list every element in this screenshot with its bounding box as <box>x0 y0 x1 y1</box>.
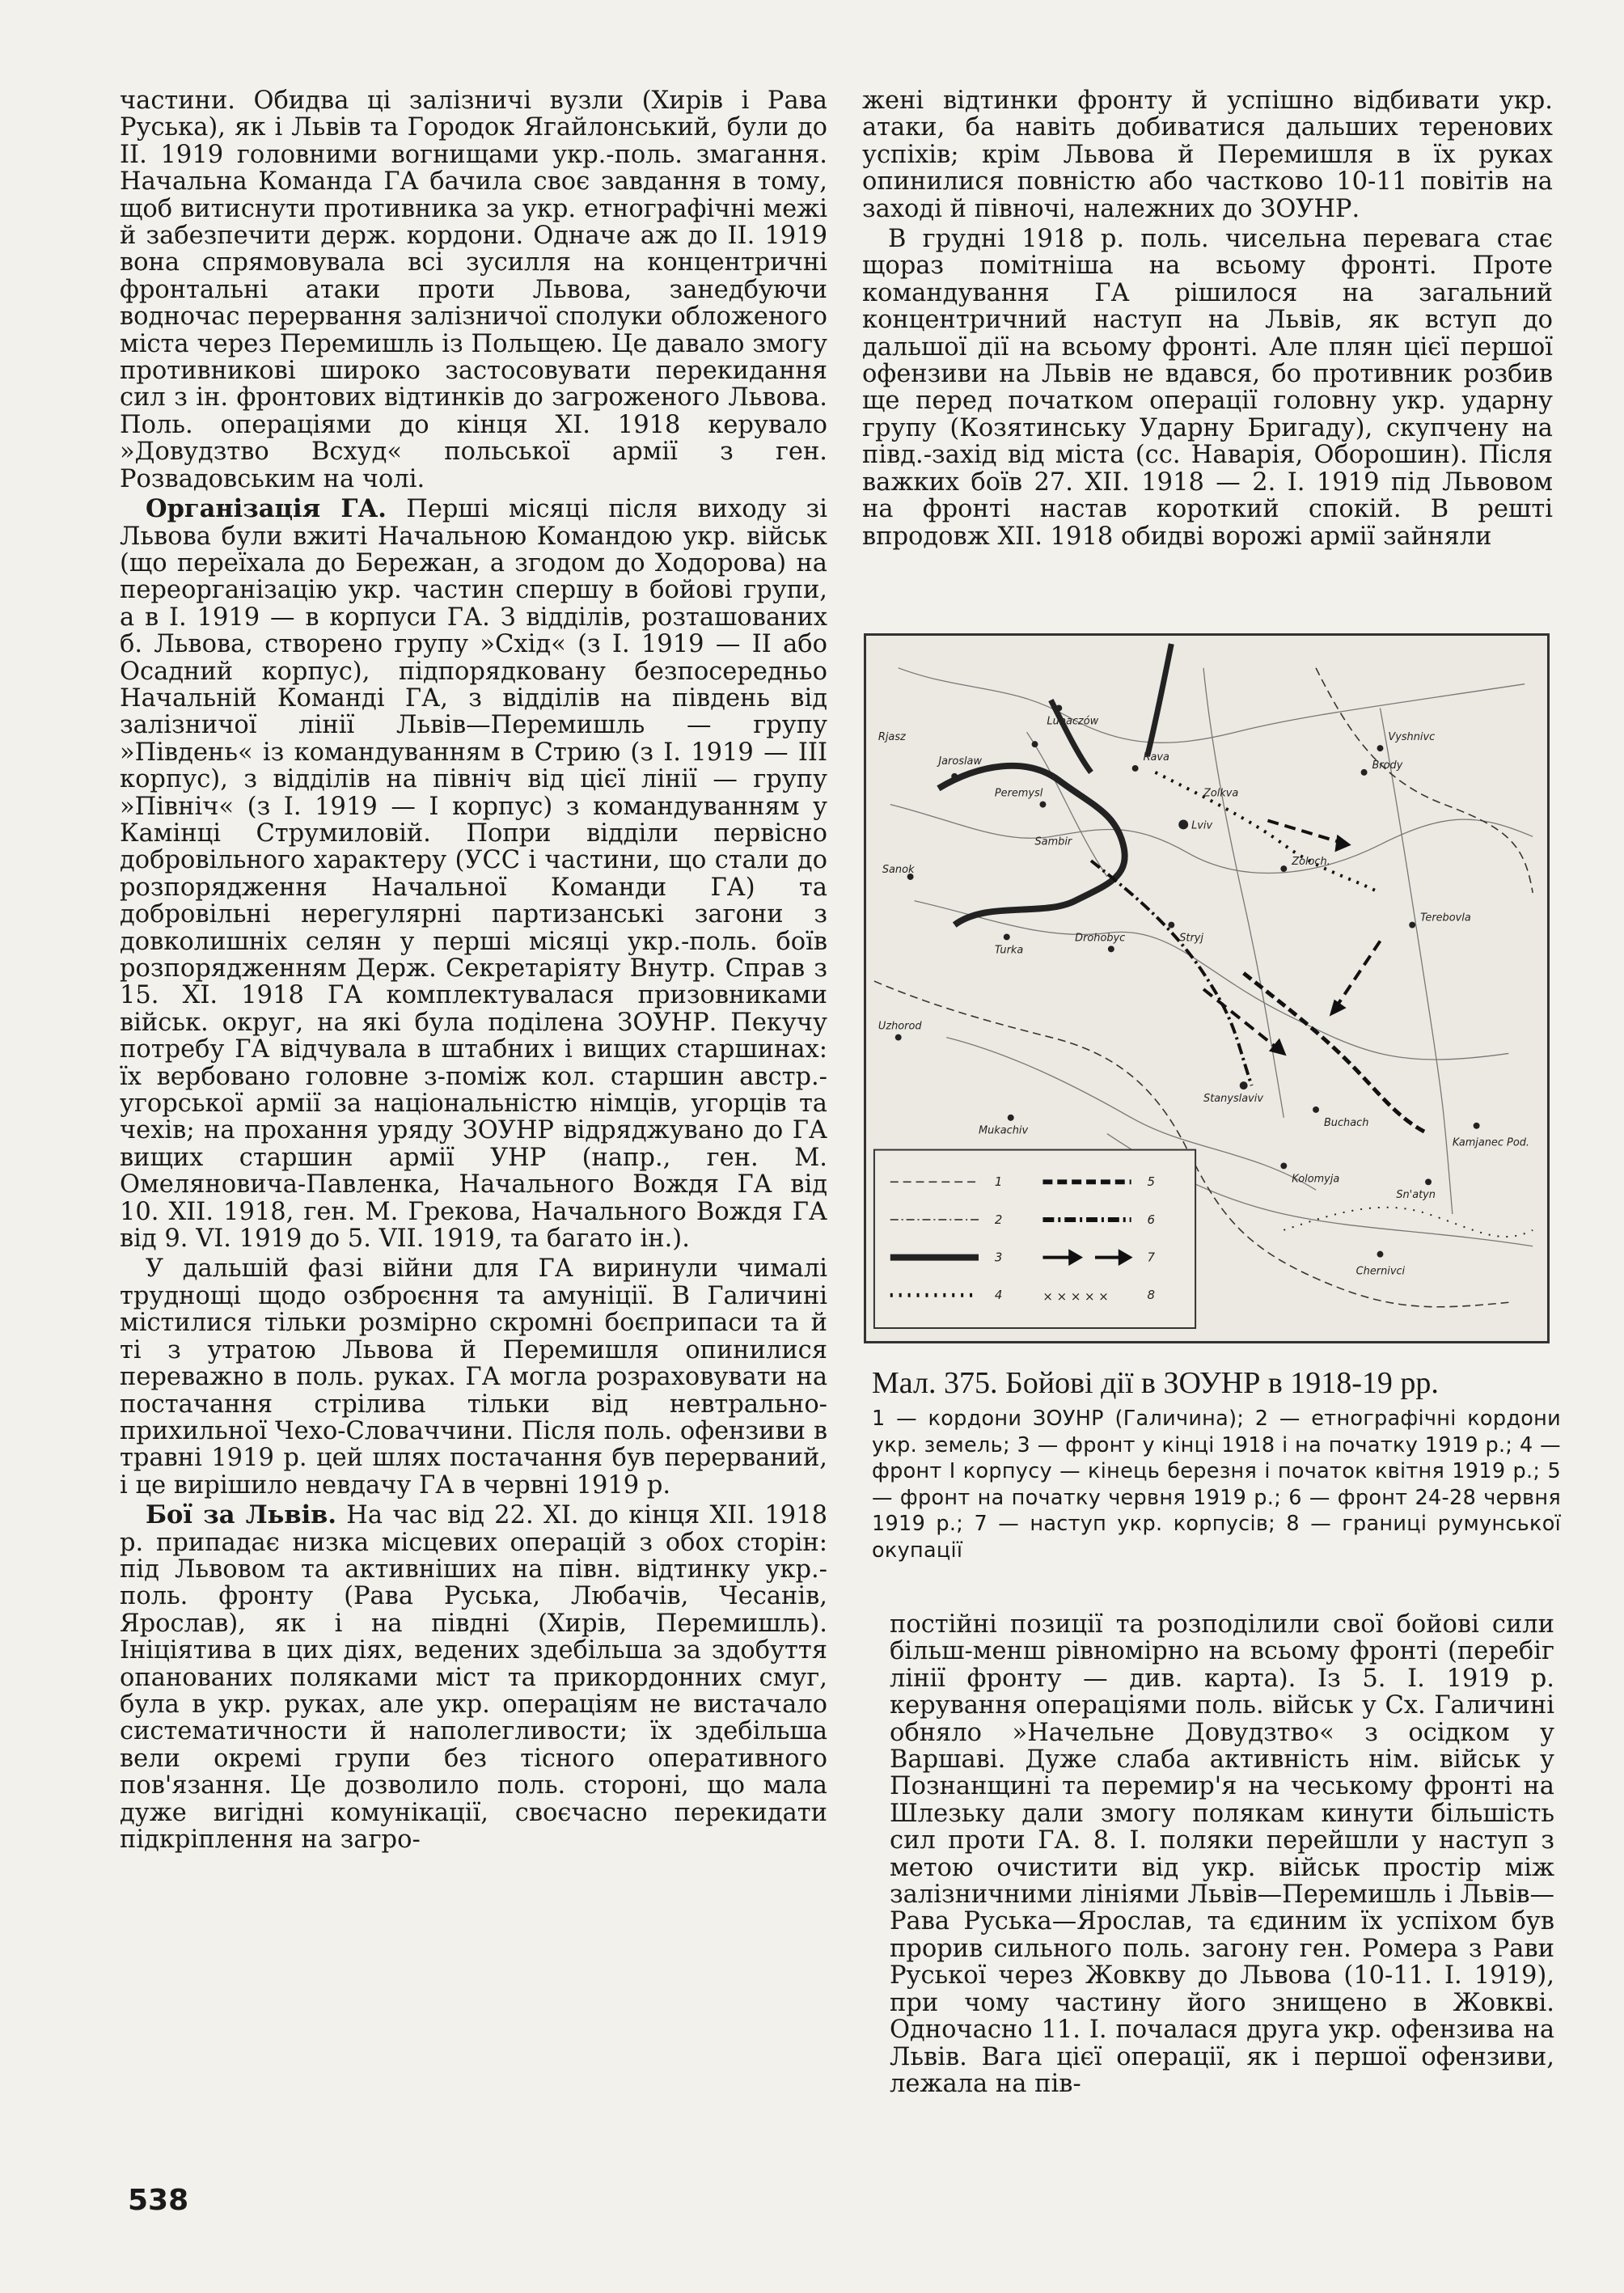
figure-caption <box>872 1365 1561 1563</box>
right-column-bottom <box>890 1611 1554 2097</box>
svg-text:× × × × ×: × × × × × <box>1042 1289 1109 1305</box>
left-paragraph-4-text: На час від 22. XI. до кінця XII. 1918 р. припадає низка місцевих операцій з обох сторін: під Львовом та активніших на півн. відтинку укр.-поль. фронту (Рава Руська, Любачів, Чесанів, Ярослав), як і на півдні (Хирів, Перемишль). Ініціятива в цих діях, ведених здебільша за здобуття опанованих поляками міст та прикордонних смуг, була в укр. руках, але укр. операціям не вистачало систематичности й наполегливости; їх здебільша вели окремі групи без тісного оперативного пов'язання. Це дозволило поль. стороні, що мала дуже вигідні комунікації, своєчасно перекидати підкріплення на загро- <box>120 1501 827 1854</box>
map-label-uzhorod: Uzhorod <box>878 1020 922 1033</box>
battle-map <box>866 636 1547 1341</box>
legend-number-4: 4 <box>994 1288 1003 1303</box>
legend-number-2: 2 <box>994 1212 1003 1227</box>
map-label-peremysl: Peremysl <box>994 787 1043 800</box>
map-label-snatyn: Sn'atyn <box>1396 1189 1436 1202</box>
map-label-jaroslaw: Jaroslaw <box>938 755 983 768</box>
map-label-rjasz: Rjasz <box>878 731 906 744</box>
map-label-kamjanec: Kamjanec Pod. <box>1452 1136 1529 1149</box>
map-label-kolomyja: Kolomyja <box>1292 1173 1340 1186</box>
map-label-brody: Brody <box>1372 759 1403 772</box>
legend-number-3: 3 <box>994 1250 1003 1265</box>
page-number: 538 <box>128 2184 189 2217</box>
map-label-vyshnivc: Vyshnivc <box>1388 731 1436 744</box>
map-label-lviv: Lviv <box>1191 819 1213 832</box>
map-label-drohobyc: Drohobyc <box>1075 932 1126 945</box>
map-label-stanyslaviv: Stanyslaviv <box>1203 1093 1264 1106</box>
map-label-mukachiv: Mukachiv <box>979 1124 1029 1137</box>
right-paragraph-3: постійні позиції та розподілили свої бойові сили більш-менш рівномірно на всьому фронті (перебіг лінії фронту — див. карта). Із 5. I. 1919 р. керування операціями поль. військ у Сх. Галичині обняло »Начельне Довудзтво« з осідком у Варшаві. Дуже слаба активність нім. військ у Познанщині та перемир'я на чеському фронті на Шлезьку дали змогу полякам кинути більшість сил проти ГА. 8. I. поляки перейшли у наступ з метою очистити від укр. військ простір між залізничними лініями Львів—Перемишль і Львів—Рава Руська—Ярослав, та єдиним їх успіхом був прорив сильного поль. загону ген. Ромера з Рави Руської через Жовкву до Львова (10-11. I. 1919), при чому частину його знищено в Жовкві. Одночасно 11. I. почалася друга укр. офензива на Львів. Вага цієї операції, як і першої офензиви, лежала на пів- <box>890 1610 1554 2098</box>
left-column <box>120 87 827 1853</box>
map-label-rava: Rava <box>1143 751 1169 764</box>
left-paragraph-2-text: Перші місяці після виходу зі Львова були вжиті Начальною Командою укр. військ (що переїхала до Бережан, а згодом до Ходорова) на переорганізацію укр. частин спершу в бойові групи, а в I. 1919 — в корпуси ГА. З відділів, розташованих б. Львова, створено групу »Схід« (з I. 1919 — II або Осадний корпус), підпорядковану безпосередньо Начальній Команді ГА, з відділів на південь від залізничої лінії Львів—Перемишль — групу »Південь« із командуванням в Стрию (з I. 1919 — III корпус), з відділів на північ від цієї лінії — групу »Північ« (з I. 1919 — I корпус) з командуванням у Камінці Струмиловій. Попри відділи первісно добровільного характеру (УСС і частини, що стали до розпорядження Начальної Команди ГА) та добровільні нерегулярні партизанські загони з довколишніх селян у перші місяці укр.-поль. боїв розпорядженням Держ. Секретаріяту Внутр. Справ з 15. XI. 1918 ГА комплектувалася призовниками військ. округ, на які була поділена ЗОУНР. Пекучу потребу ГА відчувала в штабних і вищих старшинах: їх вербовано головне з-поміж кол. старшин австр.-угорської армії за національністю німців, угорців та чехів; на прохання уряду ЗОУНР відряджувано до ГА вищих старшин армії УНР (напр., ген. М. Омеляновича-Павленка, Начального Вождя ГА від 10. XII. 1918, ген. М. Грекова, Начального Вождя ГА від 9. VI. 1919 до 5. VII. 1919, та багато ін.). <box>120 495 827 1254</box>
map-label-sambir: Sambir <box>1034 836 1072 848</box>
legend-number-5: 5 <box>1147 1174 1155 1190</box>
map-label-zolkva: Zolkva <box>1203 787 1239 800</box>
legend-number-1: 1 <box>994 1174 1003 1190</box>
section-heading-battles: Бої за Львів. <box>146 1500 336 1530</box>
left-paragraph-organization <box>120 496 827 1252</box>
map-label-terebovla: Terebovla <box>1420 912 1471 924</box>
left-paragraph-battles <box>120 1502 827 1853</box>
figure-title: Мал. 375. Бойові дії в ЗОУНР в 1918-19 рр. <box>872 1366 1439 1400</box>
map-figure <box>864 633 1550 1343</box>
map-label-buchach: Buchach <box>1323 1116 1369 1129</box>
right-paragraph-1: жені відтинки фронту й успішно відбивати укр. атаки, ба навіть добиватися дальших теренових успіхів; крім Львова й Перемишля в їх руках опинилися повністю або частково 10-11 повітів на заході й півночі, належних до ЗОУНР. <box>862 87 1553 223</box>
left-paragraph-3: У дальшій фазі війни для ГА виринули чималі труднощі щодо озброєння та амуніції. В Галичині містилися тільки розмірно скромні боєприпаси та й ті з утратою Львова й Перемишля опинилися переважно в поль. руках. ГА могла розраховувати на постачання стрілива тільки від невтрально-прихильної Чехо-Словаччини. Після поль. офензиви в травні 1919 р. цей шлях постачання був перерваний, і це вирішило невдачу ГА в червні 1919 р. <box>120 1254 827 1500</box>
map-label-lubaczow: Lubaczów <box>1047 715 1099 728</box>
map-label-turka: Turka <box>994 944 1024 957</box>
map-label-sanok: Sanok <box>882 864 915 877</box>
map-legend <box>874 1150 1195 1328</box>
map-label-zoloch: Zoloch. <box>1292 856 1330 869</box>
map-label-chernivci: Chernivci <box>1355 1265 1406 1278</box>
left-paragraph-1: частини. Обидва ці залізничі вузли (Хирів і Рава Руська), як і Львів та Городок Ягайлонський, були до II. 1919 головними вогнищами укр.-поль. змагання. Начальна Команда ГА бачила своє завдання в тому, щоб витиснути противника за укр. етнографічні межі й забезпечити держ. кордони. Одначе аж до II. 1919 вона спрямовувала всі зусилля на концентричні фронтальні атаки проти Львова, занедбуючи водночас перервання залізничої сполуки обложеного міста через Перемишль із Польщею. Це давало змогу противникові широко застосовувати перекидання сил з ін. фронтових відтинків до загроженого Львова. Поль. операціями до кінця XI. 1918 керувало »Довудзтво Всхуд« польської армії з ген. Розвадовським на чолі. <box>120 87 827 493</box>
map-label-stryj: Stryj <box>1179 932 1203 945</box>
section-heading-organization: Організація ГА. <box>146 494 387 524</box>
right-paragraph-2: В грудні 1918 р. поль. чисельна перевага стає щораз помітніша на всьому фронті. Проте командування ГА рішилося на загальний концентричний наступ на Львів, як вступ до дальшої дії на всьому фронті. Але плян цієї першої офензиви на Львів не вдався, бо противник розбив ще перед початком операції головну укр. ударну групу (Козятинську Ударну Бригаду), скупчену на півд.-захід від міста (сс. Наварія, Оборошин). Після важких боїв 27. XII. 1918 — 2. I. 1919 під Львовом на фронті настав короткий спокій. В решті впродовж XII. 1918 обидві ворожі армії зайняли <box>862 225 1553 551</box>
legend-number-8: 8 <box>1147 1288 1155 1303</box>
legend-number-6: 6 <box>1147 1212 1155 1227</box>
legend-number-7: 7 <box>1147 1250 1155 1265</box>
right-column-top <box>862 87 1553 550</box>
figure-legend-text: 1 — кордони ЗОУНР (Галичина); 2 — етнографічні кордони укр. земель; 3 — фронт у кінці 1918 і на початку 1919 р.; 4 — фронт I корпусу — кінець березня і початок квітня 1919 р.; 5 — фронт на початку червня 1919 р.; 6 — фронт 24-28 червня 1919 р.; 7 — наступ укр. корпусів; 8 — границі румунської окупації <box>872 1407 1561 1563</box>
